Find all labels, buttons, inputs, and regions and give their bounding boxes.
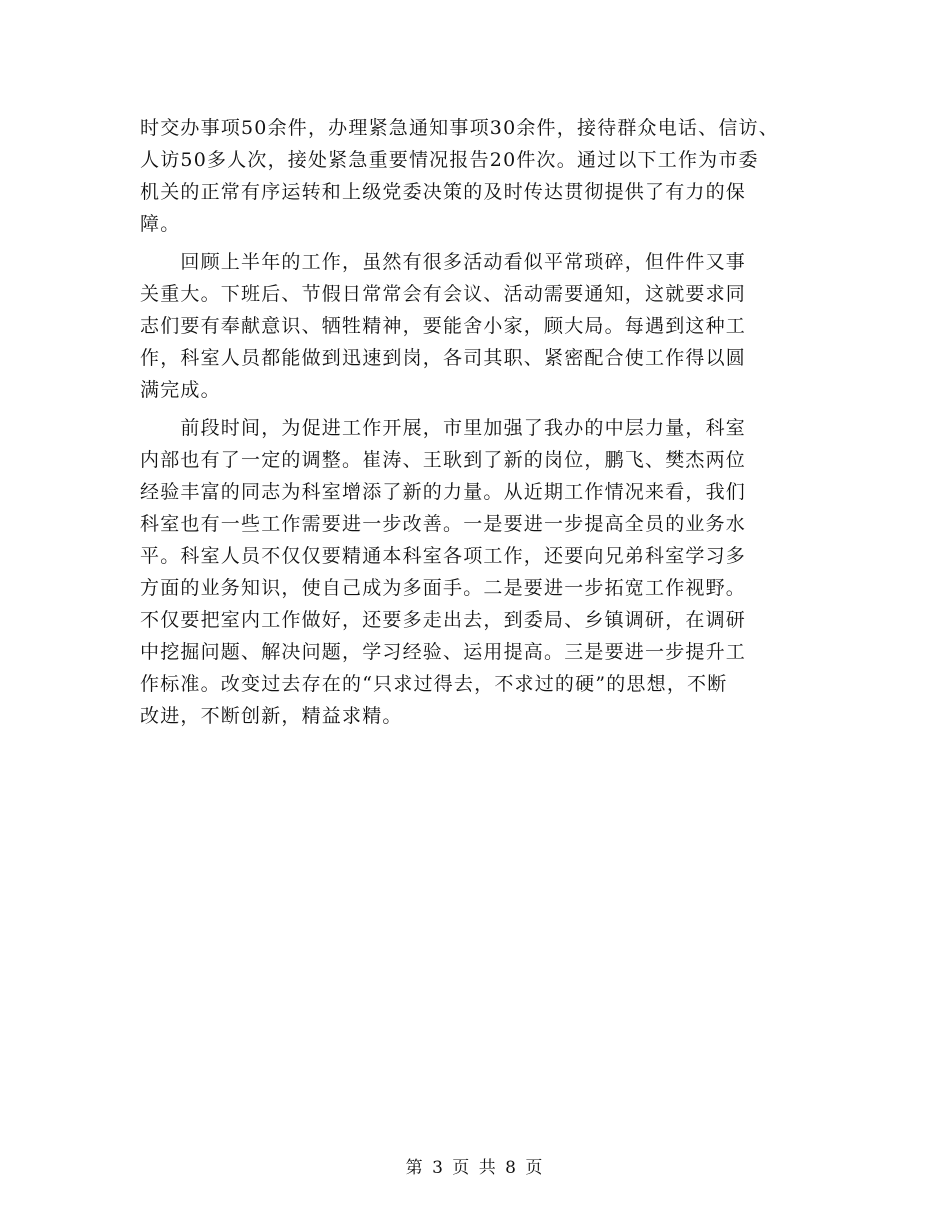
text-line: 平。科室人员不仅仅要精通本科室各项工作，还要向兄弟科室学习多 (140, 545, 747, 567)
text-line: 经验丰富的同志为科室增添了新的力量。从近期工作情况来看，我们 (140, 481, 747, 503)
text-line: 作标准。改变过去存在的“只求过得去，不求过的硬”的思想，不断 (140, 673, 728, 695)
text-line: 满完成。 (140, 379, 221, 401)
text-line: 改进，不断创新，精益求精。 (140, 705, 403, 727)
paragraph-2 (140, 246, 810, 406)
text-line: 方面的业务知识，使自己成为多面手。二是要进一步拓宽工作视野。 (140, 577, 747, 599)
text-line: 机关的正常有序运转和上级党委决策的及时传达贯彻提供了有力的保 (140, 181, 747, 203)
text-line: 志们要有奉献意识、牺牲精神，要能舍小家，顾大局。每遇到这种工 (140, 315, 747, 337)
text-line: 内部也有了一定的调整。崔涛、王耿到了新的岗位，鹏飞、樊杰两位 (140, 449, 747, 471)
text-line: 前段时间，为促进工作开展，市里加强了我办的中层力量，科室 (140, 417, 747, 439)
text-line: 关重大。下班后、节假日常常会有会议、活动需要通知，这就要求同 (140, 283, 747, 305)
text-line: 不仅要把室内工作做好，还要多走出去，到委局、乡镇调研，在调研 (140, 609, 747, 631)
text-line: 时交办事项50余件，办理紧急通知事项30余件，接待群众电话、信访、 (140, 117, 779, 139)
page-number-footer: 第 3 页 共 8 页 (405, 1158, 545, 1178)
text-line: 作，科室人员都能做到迅速到岗，各司其职、紧密配合使工作得以圆 (140, 347, 747, 369)
text-line: 中挖掘问题、解决问题，学习经验、运用提高。三是要进一步提升工 (140, 641, 747, 663)
document-body (140, 112, 810, 732)
text-line: 人访50多人次，接处紧急重要情况报告20件次。通过以下工作为市委 (140, 149, 759, 171)
paragraph-3 (140, 412, 810, 732)
text-line: 科室也有一些工作需要进一步改善。一是要进一步提高全员的业务水 (140, 513, 747, 535)
text-line: 障。 (140, 213, 181, 235)
text-line: 回顾上半年的工作，虽然有很多活动看似平常琐碎，但件件又事 (140, 251, 747, 273)
paragraph-1 (140, 112, 810, 240)
